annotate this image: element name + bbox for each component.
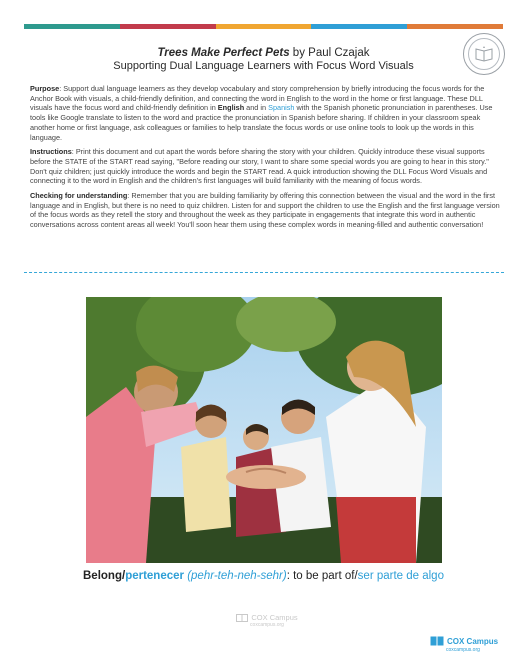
purpose-and-in: and in — [244, 103, 269, 113]
watermark-url: coxcampus.org — [250, 622, 284, 628]
spanish-label: Spanish — [268, 103, 295, 113]
purpose-text-1: : Support dual language learners as they develop vocabulary and story comprehension by briefly introducing the focus words for the Anchor Book with visuals, a child-friendly definition, and connecting the word in English to the word in the home or first language. These DLL visuals have the focus word and child-friendly definition in — [30, 84, 485, 113]
stripe-yellow — [216, 24, 312, 29]
focus-word-photo — [86, 297, 442, 563]
watermark-brand: COX Campus — [251, 613, 298, 622]
purpose-paragraph — [30, 84, 502, 142]
document-subtitle: Supporting Dual Language Learners with Focus Word Visuals — [113, 60, 414, 72]
stripe-teal — [24, 24, 120, 29]
cox-campus-watermark — [232, 613, 302, 628]
checking-text: : Remember that you are building familiarity by offering this connection between the visual and the word in the first language and in English, but there is no need to quiz children. Listen for and support the children to use the English and the first language version of the focus words as they retell the story and throughout the week as they participate in engagements that integrate this word in authentic conversations across content areas all week! You'll soon hear them using these complex words in meaning-filled and authentic conversation! — [30, 191, 500, 230]
stripe-red — [120, 24, 216, 29]
spanish-word: pertenecer — [125, 570, 184, 582]
focus-word-caption — [0, 570, 527, 582]
footer-logo — [430, 636, 505, 653]
stripe-blue — [311, 24, 407, 29]
instructions-paragraph — [30, 147, 502, 186]
cox-logo-icon — [236, 614, 248, 622]
definition: : to be part of/ — [286, 570, 358, 582]
purpose-heading: Purpose — [30, 84, 60, 93]
checking-heading: Checking for understanding — [30, 191, 128, 201]
instructions-heading: Instructions — [30, 147, 72, 157]
book-title: Trees Make Perfect Pets — [157, 47, 290, 59]
book-logo-icon — [430, 636, 444, 646]
pronunciation: (pehr-teh-neh-sehr) — [184, 570, 287, 582]
children-huddle-image — [86, 297, 442, 563]
cut-line — [24, 272, 504, 273]
focus-word: Belong — [83, 570, 122, 582]
author: by Paul Czajak — [289, 47, 370, 59]
instructions-text: : Print this document and cut apart the words before sharing the story with your children. Quickly introduce these visual supports before the STATE of the START read saying, "Before reading our story, I want to share some special words you are going to hear in this story." Don't quiz children; just quickly introduce the words and begin the START read. A quick introduction showing the DLL Focus Word Visuals and connecting it to the word in English and the children's first languages will build familiarity with the meaning of focus words. — [30, 147, 489, 186]
english-label: English — [217, 103, 245, 113]
footer-brand: COX Campus — [447, 636, 499, 646]
slash: / — [121, 570, 126, 582]
color-stripe — [24, 24, 503, 29]
checking-paragraph — [30, 191, 502, 230]
document-title — [0, 47, 527, 59]
purpose-text-2: with the Spanish phonetic pronunciation in parentheses. Use tools like Google translate to listen to the word and practice the pronunciation in Spanish before sharing. If children in your classroom speak another home or first language, ask colleagues or families to help translate the focus words or use online tools to look up the words in this language. — [30, 103, 493, 142]
spanish-definition: ser parte de algo — [357, 570, 444, 582]
stripe-orange — [407, 24, 503, 29]
instructions-body — [30, 84, 502, 235]
footer-url: coxcampus.org — [446, 647, 480, 653]
